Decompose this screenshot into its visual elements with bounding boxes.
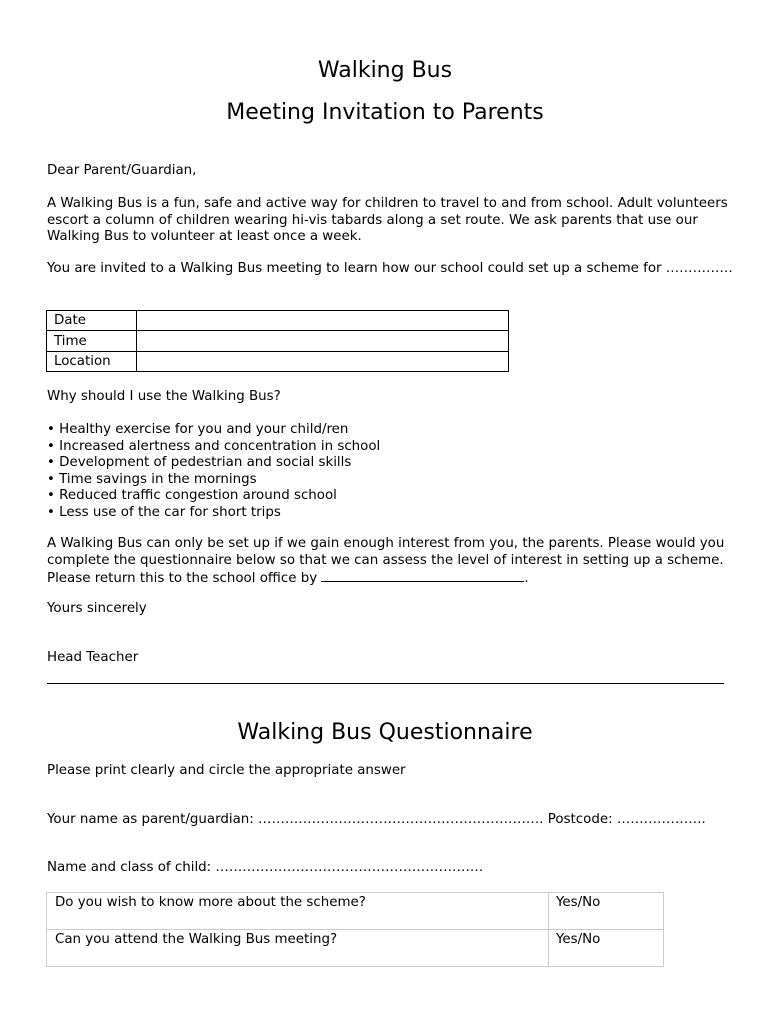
details-label-date: Date	[47, 311, 137, 331]
benefit-item: • Increased alertness and concentration in school	[47, 439, 380, 456]
answer-yes-no[interactable]: Yes/No	[549, 930, 664, 967]
parent-name-line: Your name as parent/guardian: ………………………………………………………. Postcode: ………………..	[47, 812, 706, 827]
invite-paragraph: You are invited to a Walking Bus meeting to learn how our school could set up a scheme for ……………	[47, 261, 733, 276]
signature: Head Teacher	[47, 650, 139, 665]
questionnaire-title: Walking Bus Questionnaire	[237, 720, 533, 745]
return-date-blank[interactable]	[321, 569, 524, 582]
benefits-list	[47, 422, 380, 522]
details-row-location	[47, 351, 509, 371]
page-title: Walking Bus	[317, 58, 453, 83]
details-label-time: Time	[47, 331, 137, 351]
details-value-time[interactable]	[137, 331, 509, 351]
details-row-time	[47, 331, 509, 351]
page-subtitle: Meeting Invitation to Parents	[226, 100, 544, 125]
child-name-line: Name and class of child: ……………………………………………………	[47, 860, 484, 875]
questionnaire-instruction: Please print clearly and circle the appropriate answer	[47, 763, 406, 778]
question-row	[47, 930, 664, 967]
details-value-date[interactable]	[137, 311, 509, 331]
question-text: Can you attend the Walking Bus meeting?	[47, 930, 549, 967]
benefit-item: • Development of pedestrian and social skills	[47, 455, 380, 472]
answer-yes-no[interactable]: Yes/No	[549, 893, 664, 930]
question-row	[47, 893, 664, 930]
meeting-details-table	[46, 310, 509, 372]
signoff: Yours sincerely	[47, 601, 147, 616]
benefit-item: • Time savings in the mornings	[47, 472, 380, 489]
benefit-item: • Less use of the car for short trips	[47, 505, 380, 522]
greeting: Dear Parent/Guardian,	[47, 163, 197, 178]
return-text: A Walking Bus can only be set up if we gain enough interest from you, the parents. Please would you complete the questionnaire below so that we can assess the level of interest in setting up a scheme. Please return this to the school office by	[47, 536, 725, 587]
details-label-location: Location	[47, 351, 137, 371]
details-row-date	[47, 311, 509, 331]
return-end: .	[524, 571, 529, 587]
divider	[47, 683, 724, 684]
details-value-location[interactable]	[137, 351, 509, 371]
benefit-item: • Reduced traffic congestion around school	[47, 488, 380, 505]
benefit-item: • Healthy exercise for you and your child/ren	[47, 422, 380, 439]
questionnaire-table	[46, 892, 664, 967]
question-text: Do you wish to know more about the scheme?	[47, 893, 549, 930]
why-heading: Why should I use the Walking Bus?	[47, 389, 281, 404]
intro-paragraph: A Walking Bus is a fun, safe and active way for children to travel to and from school. Adult volunteers escort a column of children wearing hi-vis tabards along a set route. We ask parents that use our Walking Bus to volunteer at least once a week.	[47, 196, 728, 245]
return-paragraph	[47, 536, 737, 588]
